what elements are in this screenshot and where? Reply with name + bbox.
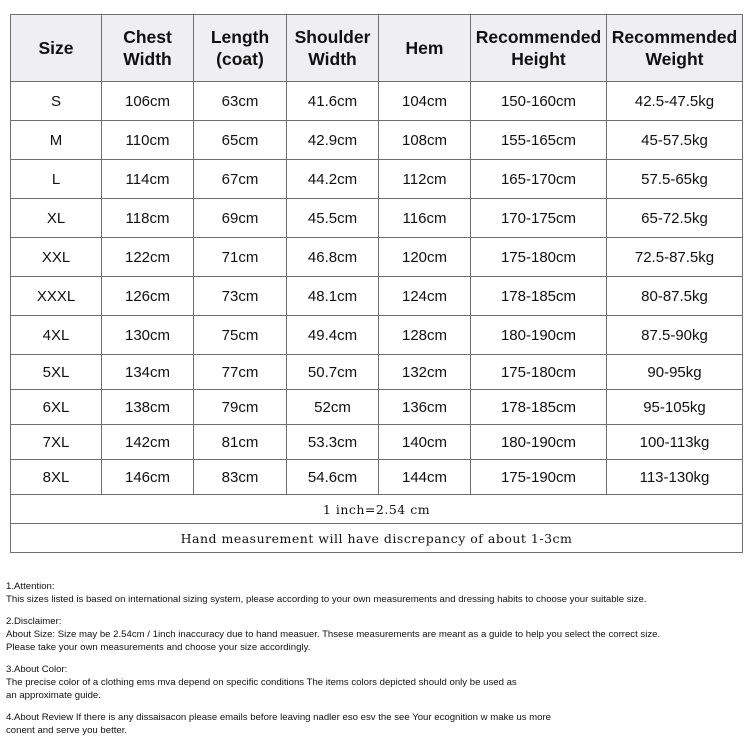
cell-chest-width: 142cm (102, 425, 194, 460)
cell-chest-width: 130cm (102, 316, 194, 355)
header-chest-width (102, 15, 194, 82)
cell-shoulder-width: 45.5cm (287, 199, 379, 238)
cell-size: L (11, 160, 102, 199)
cell-recommended-weight: 72.5-87.5kg (607, 238, 743, 277)
header-line: Weight (645, 49, 704, 69)
table-row (11, 82, 743, 121)
cell-recommended-weight: 57.5-65kg (607, 160, 743, 199)
table-row (11, 160, 743, 199)
cell-recommended-height: 170-175cm (471, 199, 607, 238)
cell-chest-width: 134cm (102, 355, 194, 390)
note-block (6, 580, 746, 606)
note-block (6, 711, 746, 737)
cell-chest-width: 110cm (102, 121, 194, 160)
header-hem (379, 15, 471, 82)
cell-recommended-height: 165-170cm (471, 160, 607, 199)
header-length-coat (194, 15, 287, 82)
cell-size: 6XL (11, 390, 102, 425)
cell-recommended-weight: 90-95kg (607, 355, 743, 390)
cell-chest-width: 114cm (102, 160, 194, 199)
cell-hem: 140cm (379, 425, 471, 460)
cell-recommended-weight: 80-87.5kg (607, 277, 743, 316)
header-line: Chest (123, 27, 172, 47)
table-row (11, 316, 743, 355)
header-line: Width (308, 49, 357, 69)
size-chart-table (10, 14, 743, 553)
cell-hem: 104cm (379, 82, 471, 121)
cell-shoulder-width: 42.9cm (287, 121, 379, 160)
note-line: 2.Disclaimer: (6, 616, 62, 627)
cell-shoulder-width: 54.6cm (287, 460, 379, 495)
cell-recommended-weight: 65-72.5kg (607, 199, 743, 238)
cell-length-coat: 73cm (194, 277, 287, 316)
cell-shoulder-width: 52cm (287, 390, 379, 425)
note-block (6, 615, 746, 654)
table-row (11, 121, 743, 160)
note-line: Please take your own measurements and choose your size accordingly. (6, 642, 311, 653)
cell-shoulder-width: 48.1cm (287, 277, 379, 316)
header-line: Recommended (611, 27, 738, 47)
note-block (6, 663, 746, 702)
header-recommended-height (471, 15, 607, 82)
cell-shoulder-width: 41.6cm (287, 82, 379, 121)
cell-hem: 128cm (379, 316, 471, 355)
table-row (11, 425, 743, 460)
cell-chest-width: 106cm (102, 82, 194, 121)
cell-shoulder-width: 53.3cm (287, 425, 379, 460)
cell-hem: 120cm (379, 238, 471, 277)
cell-size: XXXL (11, 277, 102, 316)
cell-shoulder-width: 46.8cm (287, 238, 379, 277)
cell-chest-width: 138cm (102, 390, 194, 425)
header-recommended-weight (607, 15, 743, 82)
table-row (11, 277, 743, 316)
cell-length-coat: 63cm (194, 82, 287, 121)
cell-recommended-weight: 113-130kg (607, 460, 743, 495)
cell-recommended-weight: 100-113kg (607, 425, 743, 460)
note-line: About Size: Size may be 2.54cm / 1inch inaccuracy due to hand measuer. Thsese measurements are meant as a guide to help you select the correct size. (6, 629, 661, 640)
cell-recommended-weight: 45-57.5kg (607, 121, 743, 160)
cell-hem: 144cm (379, 460, 471, 495)
cell-hem: 136cm (379, 390, 471, 425)
cell-size: 5XL (11, 355, 102, 390)
cell-size: M (11, 121, 102, 160)
cell-recommended-weight: 87.5-90kg (607, 316, 743, 355)
cell-length-coat: 77cm (194, 355, 287, 390)
cell-size: 4XL (11, 316, 102, 355)
note-line: The precise color of a clothing ems mva depend on specific conditions The items colors depicted should only be used as (6, 677, 517, 688)
cell-length-coat: 75cm (194, 316, 287, 355)
cell-chest-width: 146cm (102, 460, 194, 495)
header-line: Size (38, 38, 74, 58)
cell-recommended-height: 175-190cm (471, 460, 607, 495)
table-row (11, 355, 743, 390)
discrepancy-row (11, 524, 743, 553)
table-row (11, 238, 743, 277)
cell-shoulder-width: 50.7cm (287, 355, 379, 390)
cell-size: XXL (11, 238, 102, 277)
cell-size: XL (11, 199, 102, 238)
cell-chest-width: 126cm (102, 277, 194, 316)
cell-length-coat: 79cm (194, 390, 287, 425)
header-line: Length (210, 27, 270, 47)
header-line: Recommended (475, 27, 602, 47)
cell-recommended-height: 175-180cm (471, 238, 607, 277)
cell-recommended-weight: 95-105kg (607, 390, 743, 425)
note-line: conent and serve you better. (6, 725, 128, 736)
header-shoulder-width (287, 15, 379, 82)
cell-recommended-height: 180-190cm (471, 316, 607, 355)
cell-length-coat: 69cm (194, 199, 287, 238)
cell-size: 7XL (11, 425, 102, 460)
cell-size: 8XL (11, 460, 102, 495)
cell-hem: 124cm (379, 277, 471, 316)
cell-size: S (11, 82, 102, 121)
cell-hem: 116cm (379, 199, 471, 238)
header-line: Shoulder (294, 27, 371, 47)
table-row (11, 390, 743, 425)
header-line: Width (123, 49, 172, 69)
cell-hem: 112cm (379, 160, 471, 199)
cell-chest-width: 122cm (102, 238, 194, 277)
cell-recommended-height: 175-180cm (471, 355, 607, 390)
note-line: 4.About Review If there is any dissaisacon please emails before leaving nadler eso esv the see Your ecognition w make us more (6, 712, 552, 723)
cell-recommended-height: 155-165cm (471, 121, 607, 160)
cell-hem: 132cm (379, 355, 471, 390)
note-line: This sizes listed is based on international sizing system, please according to your own measurements and dressing habits to choose your suitable size. (6, 594, 647, 605)
header-line: Hem (405, 38, 444, 58)
conversion-row (11, 495, 743, 524)
cell-recommended-weight: 42.5-47.5kg (607, 82, 743, 121)
cell-length-coat: 67cm (194, 160, 287, 199)
size-notes-section (6, 580, 746, 746)
header-size (11, 15, 102, 82)
measurement-discrepancy-note: Hand measurement will have discrepancy of about 1-3cm (11, 524, 743, 553)
header-line: (coat) (216, 49, 264, 69)
cell-recommended-height: 178-185cm (471, 390, 607, 425)
cell-length-coat: 71cm (194, 238, 287, 277)
header-line: Height (511, 49, 566, 69)
cell-length-coat: 65cm (194, 121, 287, 160)
table-header-row (11, 15, 743, 82)
cell-length-coat: 81cm (194, 425, 287, 460)
cell-recommended-height: 180-190cm (471, 425, 607, 460)
table-row (11, 199, 743, 238)
note-line: 3.About Color: (6, 664, 68, 675)
table-body (11, 82, 743, 495)
note-line: 1.Attention: (6, 581, 55, 592)
cell-recommended-height: 150-160cm (471, 82, 607, 121)
table-row (11, 460, 743, 495)
cell-chest-width: 118cm (102, 199, 194, 238)
cell-recommended-height: 178-185cm (471, 277, 607, 316)
cell-shoulder-width: 44.2cm (287, 160, 379, 199)
note-line: an approximate guide. (6, 690, 101, 701)
inch-conversion-note: 1 inch=2.54 cm (11, 495, 743, 524)
cell-shoulder-width: 49.4cm (287, 316, 379, 355)
cell-hem: 108cm (379, 121, 471, 160)
cell-length-coat: 83cm (194, 460, 287, 495)
